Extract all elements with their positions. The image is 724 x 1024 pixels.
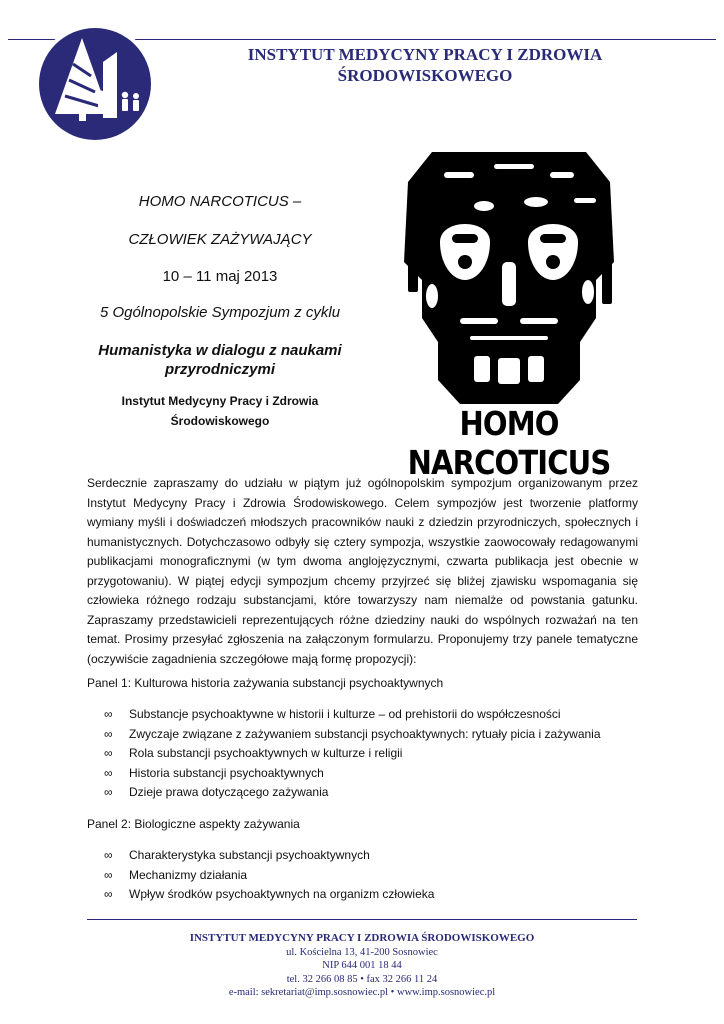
infinity-bullet-icon: ∞ bbox=[104, 765, 113, 780]
event-organizer bbox=[115, 391, 325, 431]
footer bbox=[87, 932, 637, 1000]
topic-text: Dzieje prawa dotyczącego zażywania bbox=[129, 785, 329, 799]
event-series-line1: Humanistyka w dialogu z naukami bbox=[98, 342, 342, 359]
topic-text: Zwyczaje związane z zażywaniem substancji psychoaktywnych: rytuały picia i zażywania bbox=[129, 726, 601, 741]
poster-caption: HOMO NARCOTICUS bbox=[407, 404, 611, 482]
footer-nip: NIP 644 001 18 44 bbox=[322, 960, 402, 971]
event-title-line2: CZŁOWIEK ZAŻYWAJĄCY bbox=[128, 231, 312, 248]
list-item bbox=[104, 783, 601, 803]
footer-rule bbox=[87, 919, 637, 920]
list-item bbox=[104, 725, 601, 745]
topic-text: Rola substancji psychoaktywnych w kulturze i religii bbox=[129, 746, 403, 760]
institute-title-line1: INSTYTUT MEDYCYNY PRACY I ZDROWIA bbox=[247, 45, 603, 64]
infinity-bullet-icon: ∞ bbox=[104, 707, 113, 721]
footer-institute-name: INSTYTUT MEDYCYNY PRACY I ZDROWIA ŚRODOWISKOWEGO bbox=[189, 932, 535, 944]
event-cycle: 5 Ogólnopolskie Sympozjum z cyklu bbox=[99, 304, 341, 321]
event-organizer-line1: Instytut Medycyny Pracy i Zdrowia bbox=[121, 394, 319, 408]
institute-title bbox=[180, 44, 670, 86]
event-dates: 10 – 11 maj 2013 bbox=[162, 268, 278, 285]
topic-text: Charakterystyka substancji psychoaktywnych bbox=[129, 848, 370, 862]
infinity-bullet-icon: ∞ bbox=[104, 726, 113, 741]
topic-text: Substancje psychoaktywne w historii i kulturze – od prehistorii do współczesności bbox=[129, 707, 561, 721]
event-info bbox=[60, 192, 380, 431]
footer-contact: e-mail: sekretariat@imp.sosnowiec.pl • www.imp.sosnowiec.pl bbox=[228, 987, 496, 998]
panel2-title: Panel 2: Biologiczne aspekty zażywania bbox=[87, 817, 300, 831]
list-item bbox=[104, 705, 601, 725]
infinity-bullet-icon: ∞ bbox=[104, 867, 113, 882]
infinity-bullet-icon: ∞ bbox=[104, 785, 113, 799]
intro-paragraph: Serdecznie zapraszamy do udziału w piątym już ogólnopolskim sympozjum organizowanym przez Instytut Medycyny Pracy i Zdrowia Środowiskowego. Celem sympozjów jest tworzenie platformy wymiany myśli i doświadczeń młodszych pracowników nauki z dziedzin przyrodniczych, społecznych i humanistycznych. Dotychczasowo odbyły się cztery sympozja, wszystkie zaowocowały redagowanymi publikacjami monograficznymi (w tym dwoma anglojęzycznymi, czwarta publikacja jest obecnie w przygotowaniu). W piątej edycji sympozjum chcemy przyjrzeć się bliżej zjawisku wspomagania się człowieka różnego rodzaju substancjami, które towarzyszy nam niemalże od powstania gatunku. Zapraszamy przedstawicieli reprezentujących różne dziedziny nauki do wspólnych rozważań na ten temat. Prosimy przesyłać zgłoszenia na załączonym formularzu. Proponujemy trzy panele tematyczne (oczywiście zagadnienia szczegółowe mają formę propozycji): bbox=[87, 476, 638, 666]
topic-text: Mechanizmy działania bbox=[129, 867, 248, 882]
list-item bbox=[104, 846, 434, 866]
infinity-bullet-icon: ∞ bbox=[104, 848, 113, 862]
event-organizer-line2: Środowiskowego bbox=[170, 414, 270, 428]
infinity-bullet-icon: ∞ bbox=[104, 887, 113, 901]
list-item bbox=[104, 744, 601, 764]
event-title-line1: HOMO NARCOTICUS – bbox=[138, 193, 302, 210]
institute-logo bbox=[33, 22, 157, 146]
panel2-topic-list bbox=[104, 846, 434, 905]
panel1-topic-list bbox=[104, 705, 601, 803]
infinity-bullet-icon: ∞ bbox=[104, 746, 113, 760]
event-series bbox=[60, 341, 380, 379]
list-item bbox=[104, 764, 601, 784]
footer-address: ul. Kościelna 13, 41-200 Sosnowiec bbox=[286, 946, 438, 958]
institute-title-line2: ŚRODOWISKOWEGO bbox=[337, 66, 513, 85]
event-series-line2: przyrodniczymi bbox=[164, 361, 276, 378]
topic-text: Wpływ środków psychoaktywnych na organizm człowieka bbox=[129, 887, 435, 901]
list-item bbox=[104, 885, 434, 905]
topic-text: Historia substancji psychoaktywnych bbox=[129, 765, 324, 780]
list-item bbox=[104, 866, 434, 886]
footer-phone: tel. 32 266 08 85 • fax 32 266 11 24 bbox=[286, 973, 438, 985]
panel1-title: Panel 1: Kulturowa historia zażywania substancji psychoaktywnych bbox=[87, 676, 444, 690]
